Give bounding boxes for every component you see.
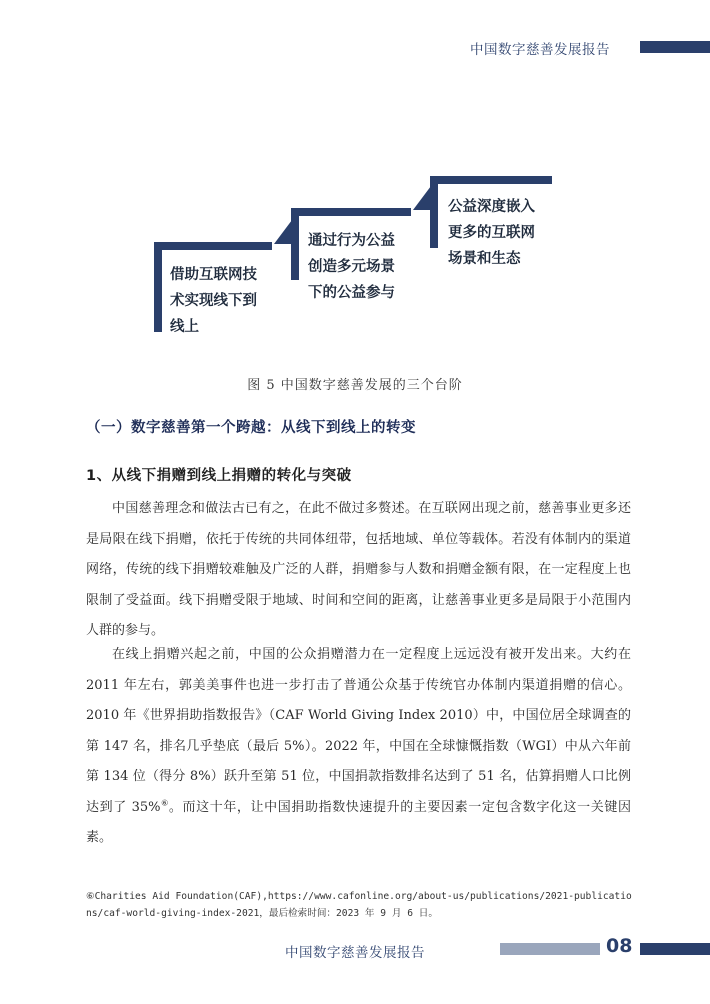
stair-step-3-text (448, 194, 535, 272)
footnote: ⑥Charities Aid Foundation(CAF),https://www.cafonline.org/about-us/publications/2021-publications/caf-world-giving-index-2021，最后检索时间：2023 年 9 月 6 日。 (86, 891, 632, 919)
footer-bar-dark (640, 943, 710, 955)
step-line: 通过行为公益 (308, 233, 395, 249)
header-bar (640, 41, 710, 53)
body-paragraph-1: 中国慈善理念和做法古已有之，在此不做过多赘述。在互联网出现之前，慈善事业更多还是局限在线下捐赠，依托于传统的共同体纽带，包括地域、单位等载体。若没有体制内的渠道网络，传统的线下捐赠较难触及广泛的人群，捐赠参与人数和捐赠金额有限，在一定程度上也限制了受益面。线下捐赠受限于地域、时间和空间的距离，让慈善事业更多是局限于小范围内人群的参与。 (86, 501, 631, 638)
subsection-heading: 1、从线下捐赠到线上捐赠的转化与突破 (86, 468, 352, 484)
step-line: 借助互联网技 (170, 267, 257, 283)
step-line: 公益深度嵌入 (448, 199, 535, 215)
page-number: 08 (606, 935, 633, 957)
step-line: 创造多元场景 (308, 259, 395, 275)
step-line: 场景和生态 (448, 251, 521, 267)
stair-step-1-text (170, 262, 257, 340)
header-title: 中国数字慈善发展报告 (470, 42, 610, 58)
paragraph-text: 。而这十年，让中国捐助指数快速提升的主要因素一定包含数字化这一关键因素。 (86, 799, 631, 845)
paragraph-text: 在线上捐赠兴起之前，中国的公众捐赠潜力在一定程度上远远没有被开发出来。大约在 2011 年左右，郭美美事件也进一步打击了普通公众基于传统官办体制内渠道捐赠的信心。2010 年《世界捐助指数报告》（CAF World Giving Index 2010）中，中国位居全球调查的第 147 名，排名几乎垫底（最后 5%）。2022 年，中国在全球慷慨指数（WGI）中从六年前第 134 位（得分 8%）跃升至第 51 位，中国捐款指数排名达到了 51 名，估算捐赠人口比例达到了 35% (86, 647, 631, 815)
footer-bar-light (500, 943, 600, 955)
section-heading: （一）数字慈善第一个跨越：从线下到线上的转变 (86, 420, 416, 436)
footnote-reference[interactable]: ⑥ (160, 798, 169, 808)
step-line: 线上 (170, 319, 199, 335)
step-line: 下的公益参与 (308, 285, 395, 301)
figure-caption: 图 5 中国数字慈善发展的三个台阶 (247, 378, 463, 393)
stair-step-2-text (308, 228, 395, 306)
step-line: 术实现线下到 (170, 293, 257, 309)
step-line: 更多的互联网 (448, 225, 535, 241)
body-paragraph-2 (86, 640, 631, 854)
footer-title: 中国数字慈善发展报告 (285, 945, 425, 961)
